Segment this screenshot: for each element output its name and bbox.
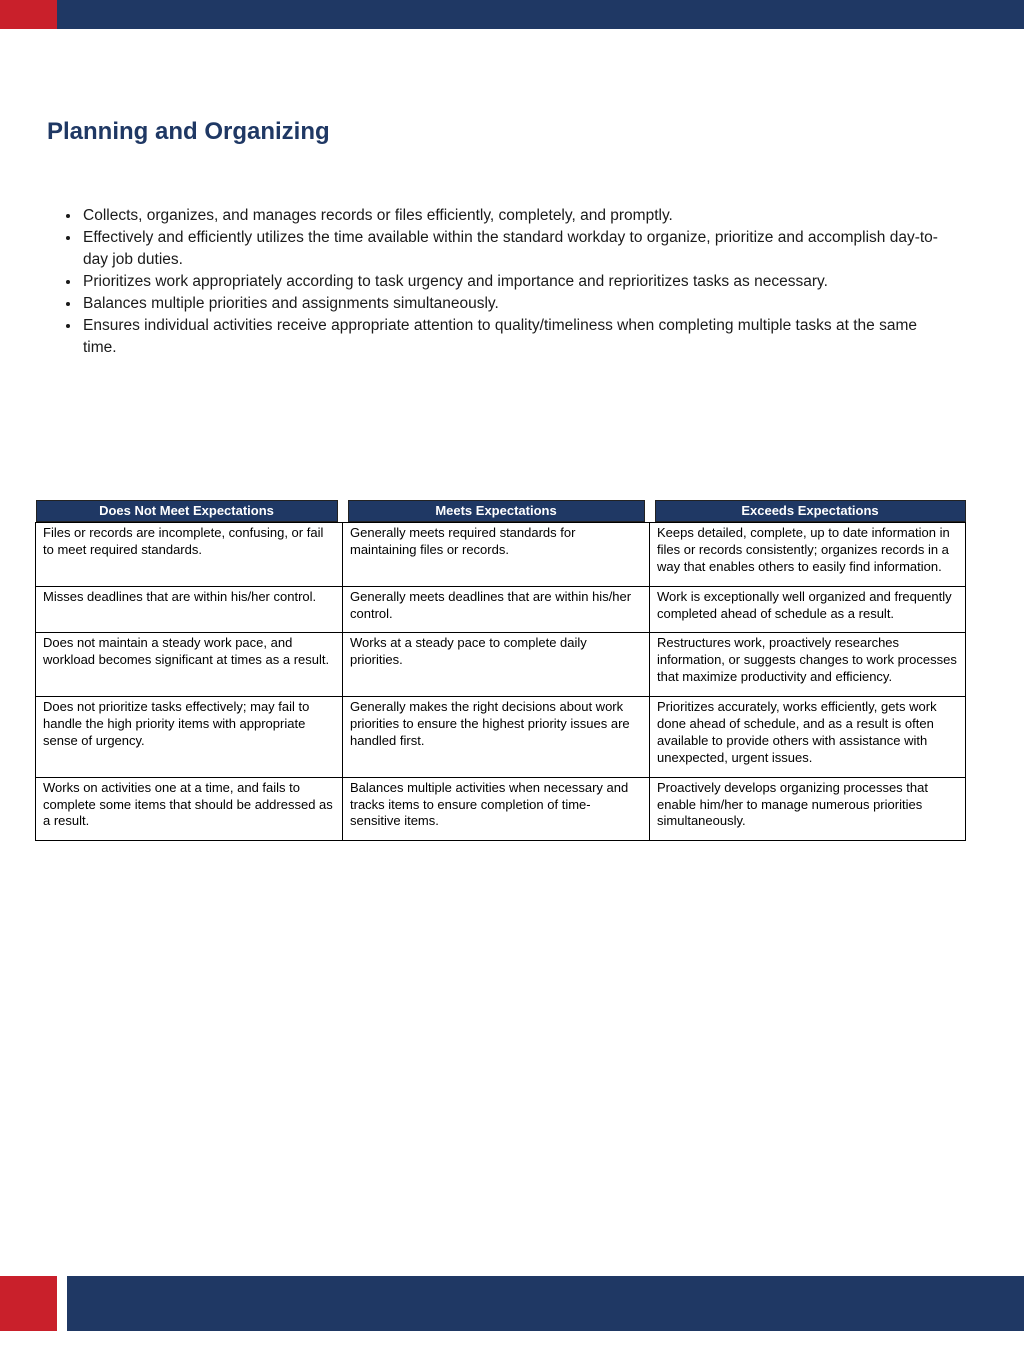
header-meets: Meets Expectations — [343, 500, 650, 523]
table-row — [36, 586, 966, 633]
table-cell: Generally meets required standards for maintaining files or records. — [343, 523, 650, 587]
table-cell: Does not prioritize tasks effectively; may fail to handle the high priority items with appropriate sense of urgency. — [36, 697, 343, 778]
table-cell: Generally makes the right decisions about work priorities to ensure the highest priority issues are handled first. — [343, 697, 650, 778]
table-row — [36, 633, 966, 697]
table-cell: Works at a steady pace to complete daily priorities. — [343, 633, 650, 697]
table-cell: Files or records are incomplete, confusing, or fail to meet required standards. — [36, 523, 343, 587]
bullet-item: • Ensures individual activities receive appropriate attention to quality/timeliness when completing multiple tasks at the same time. — [81, 315, 954, 359]
bullet-item: • Prioritizes work appropriately according to task urgency and importance and reprioritizes tasks as necessary. — [81, 271, 954, 293]
table-cell: Does not maintain a steady work pace, and workload becomes significant at times as a result. — [36, 633, 343, 697]
table-row — [36, 777, 966, 841]
table-header-row — [36, 500, 966, 523]
table-cell: Restructures work, proactively researches information, or suggests changes to work processes that maximize productivity and efficiency. — [650, 633, 966, 697]
expectations-table — [35, 500, 966, 841]
table-cell: Proactively develops organizing processes that enable him/her to manage numerous priorities simultaneously. — [650, 777, 966, 841]
table-cell: Works on activities one at a time, and fails to complete some items that should be addressed as a result. — [36, 777, 343, 841]
top-banner — [0, 0, 1024, 29]
bullet-item: • Collects, organizes, and manages records or files efficiently, completely, and promptly. — [81, 205, 954, 227]
table-cell: Keeps detailed, complete, up to date information in files or records consistently; organizes records in a way that enables others to easily find information. — [650, 523, 966, 587]
table-row — [36, 697, 966, 778]
bullet-item: • Balances multiple priorities and assignments simultaneously. — [81, 293, 954, 315]
top-red-accent-block — [0, 0, 57, 29]
header-exceeds: Exceeds Expectations — [650, 500, 966, 523]
bottom-red-accent-block — [0, 1276, 57, 1331]
table-cell: Prioritizes accurately, works efficiently, gets work done ahead of schedule, and as a result is often available to provide others with assistance with unexpected, urgent issues. — [650, 697, 966, 778]
table-cell: Generally meets deadlines that are within his/her control. — [343, 586, 650, 633]
top-navy-bar — [57, 0, 1024, 29]
table-row — [36, 523, 966, 587]
table-cell: Misses deadlines that are within his/her control. — [36, 586, 343, 633]
table-cell: Balances multiple activities when necessary and tracks items to ensure completion of time-sensitive items. — [343, 777, 650, 841]
bottom-navy-bar — [67, 1276, 1024, 1331]
page-title: Planning and Organizing — [47, 118, 330, 145]
bottom-banner — [0, 1276, 1024, 1331]
header-does-not-meet: Does Not Meet Expectations — [36, 500, 343, 523]
bullet-item: • Effectively and efficiently utilizes the time available within the standard workday to organize, prioritize and accomplish day-to-day job duties. — [81, 227, 954, 271]
competency-bullet-list — [64, 205, 954, 359]
table-cell: Work is exceptionally well organized and frequently completed ahead of schedule as a result. — [650, 586, 966, 633]
